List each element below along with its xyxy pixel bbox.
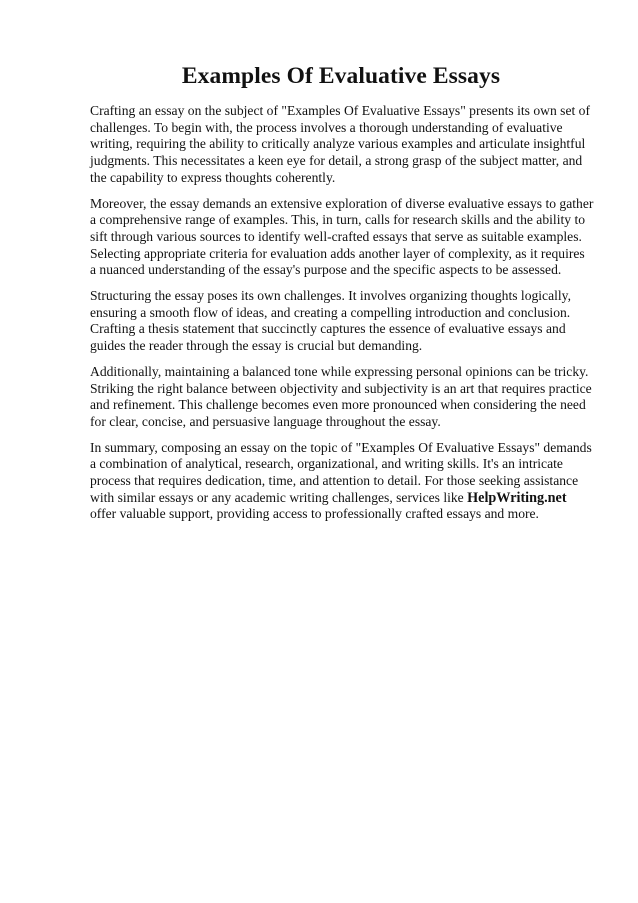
summary-text-after: offer valuable support, providing access to professionally crafted essays and more. — [90, 506, 539, 522]
summary-text-before: In summary, composing an essay on the topic of "Examples Of Evaluative Essays" demands a combination of analytical, research, organizational, and writing skills. It's an intricate process that requires dedication, time, and attention to detail. For those seeking assistance with similar essays or any academic writing challenges, services like — [90, 439, 592, 505]
paragraph-research: Moreover, the essay demands an extensive exploration of diverse evaluative essays to gather a comprehensive range of examples. This, in turn, calls for research skills and the ability to sift through various sources to identify well-crafted essays that serve as suitable examples. Selecting appropriate criteria for evaluation adds another layer of complexity, as it requires a nuanced understanding of the essay's purpose and the specific aspects to be assessed. — [90, 195, 594, 278]
paragraph-structure: Structuring the essay poses its own challenges. It involves organizing thoughts logically, ensuring a smooth flow of ideas, and creating a compelling introduction and conclusion. Crafting a thesis statement that succinctly captures the essence of evaluative essays and guides the reader through the essay is crucial but demanding. — [90, 288, 571, 354]
paragraph-summary — [90, 440, 594, 524]
brand-name: HelpWriting.net — [467, 489, 567, 506]
paragraph-tone: Additionally, maintaining a balanced tone while expressing personal opinions can be tricky. Striking the right balance between objectivity and subjectivity is an art that requires practice and refinement. This challenge becomes even more pronounced when considering the need for clear, concise, and persuasive language throughout the essay. — [90, 363, 592, 429]
paragraph-intro: Crafting an essay on the subject of "Examples Of Evaluative Essays" presents its own set of challenges. To begin with, the process involves a thorough understanding of evaluative writing, requiring the ability to critically analyze various examples and articulate insightful judgments. This necessitates a keen eye for detail, a strong grasp of the subject matter, and the capability to express thoughts coherently. — [90, 103, 590, 185]
document-title: Examples Of Evaluative Essays — [181, 63, 501, 89]
